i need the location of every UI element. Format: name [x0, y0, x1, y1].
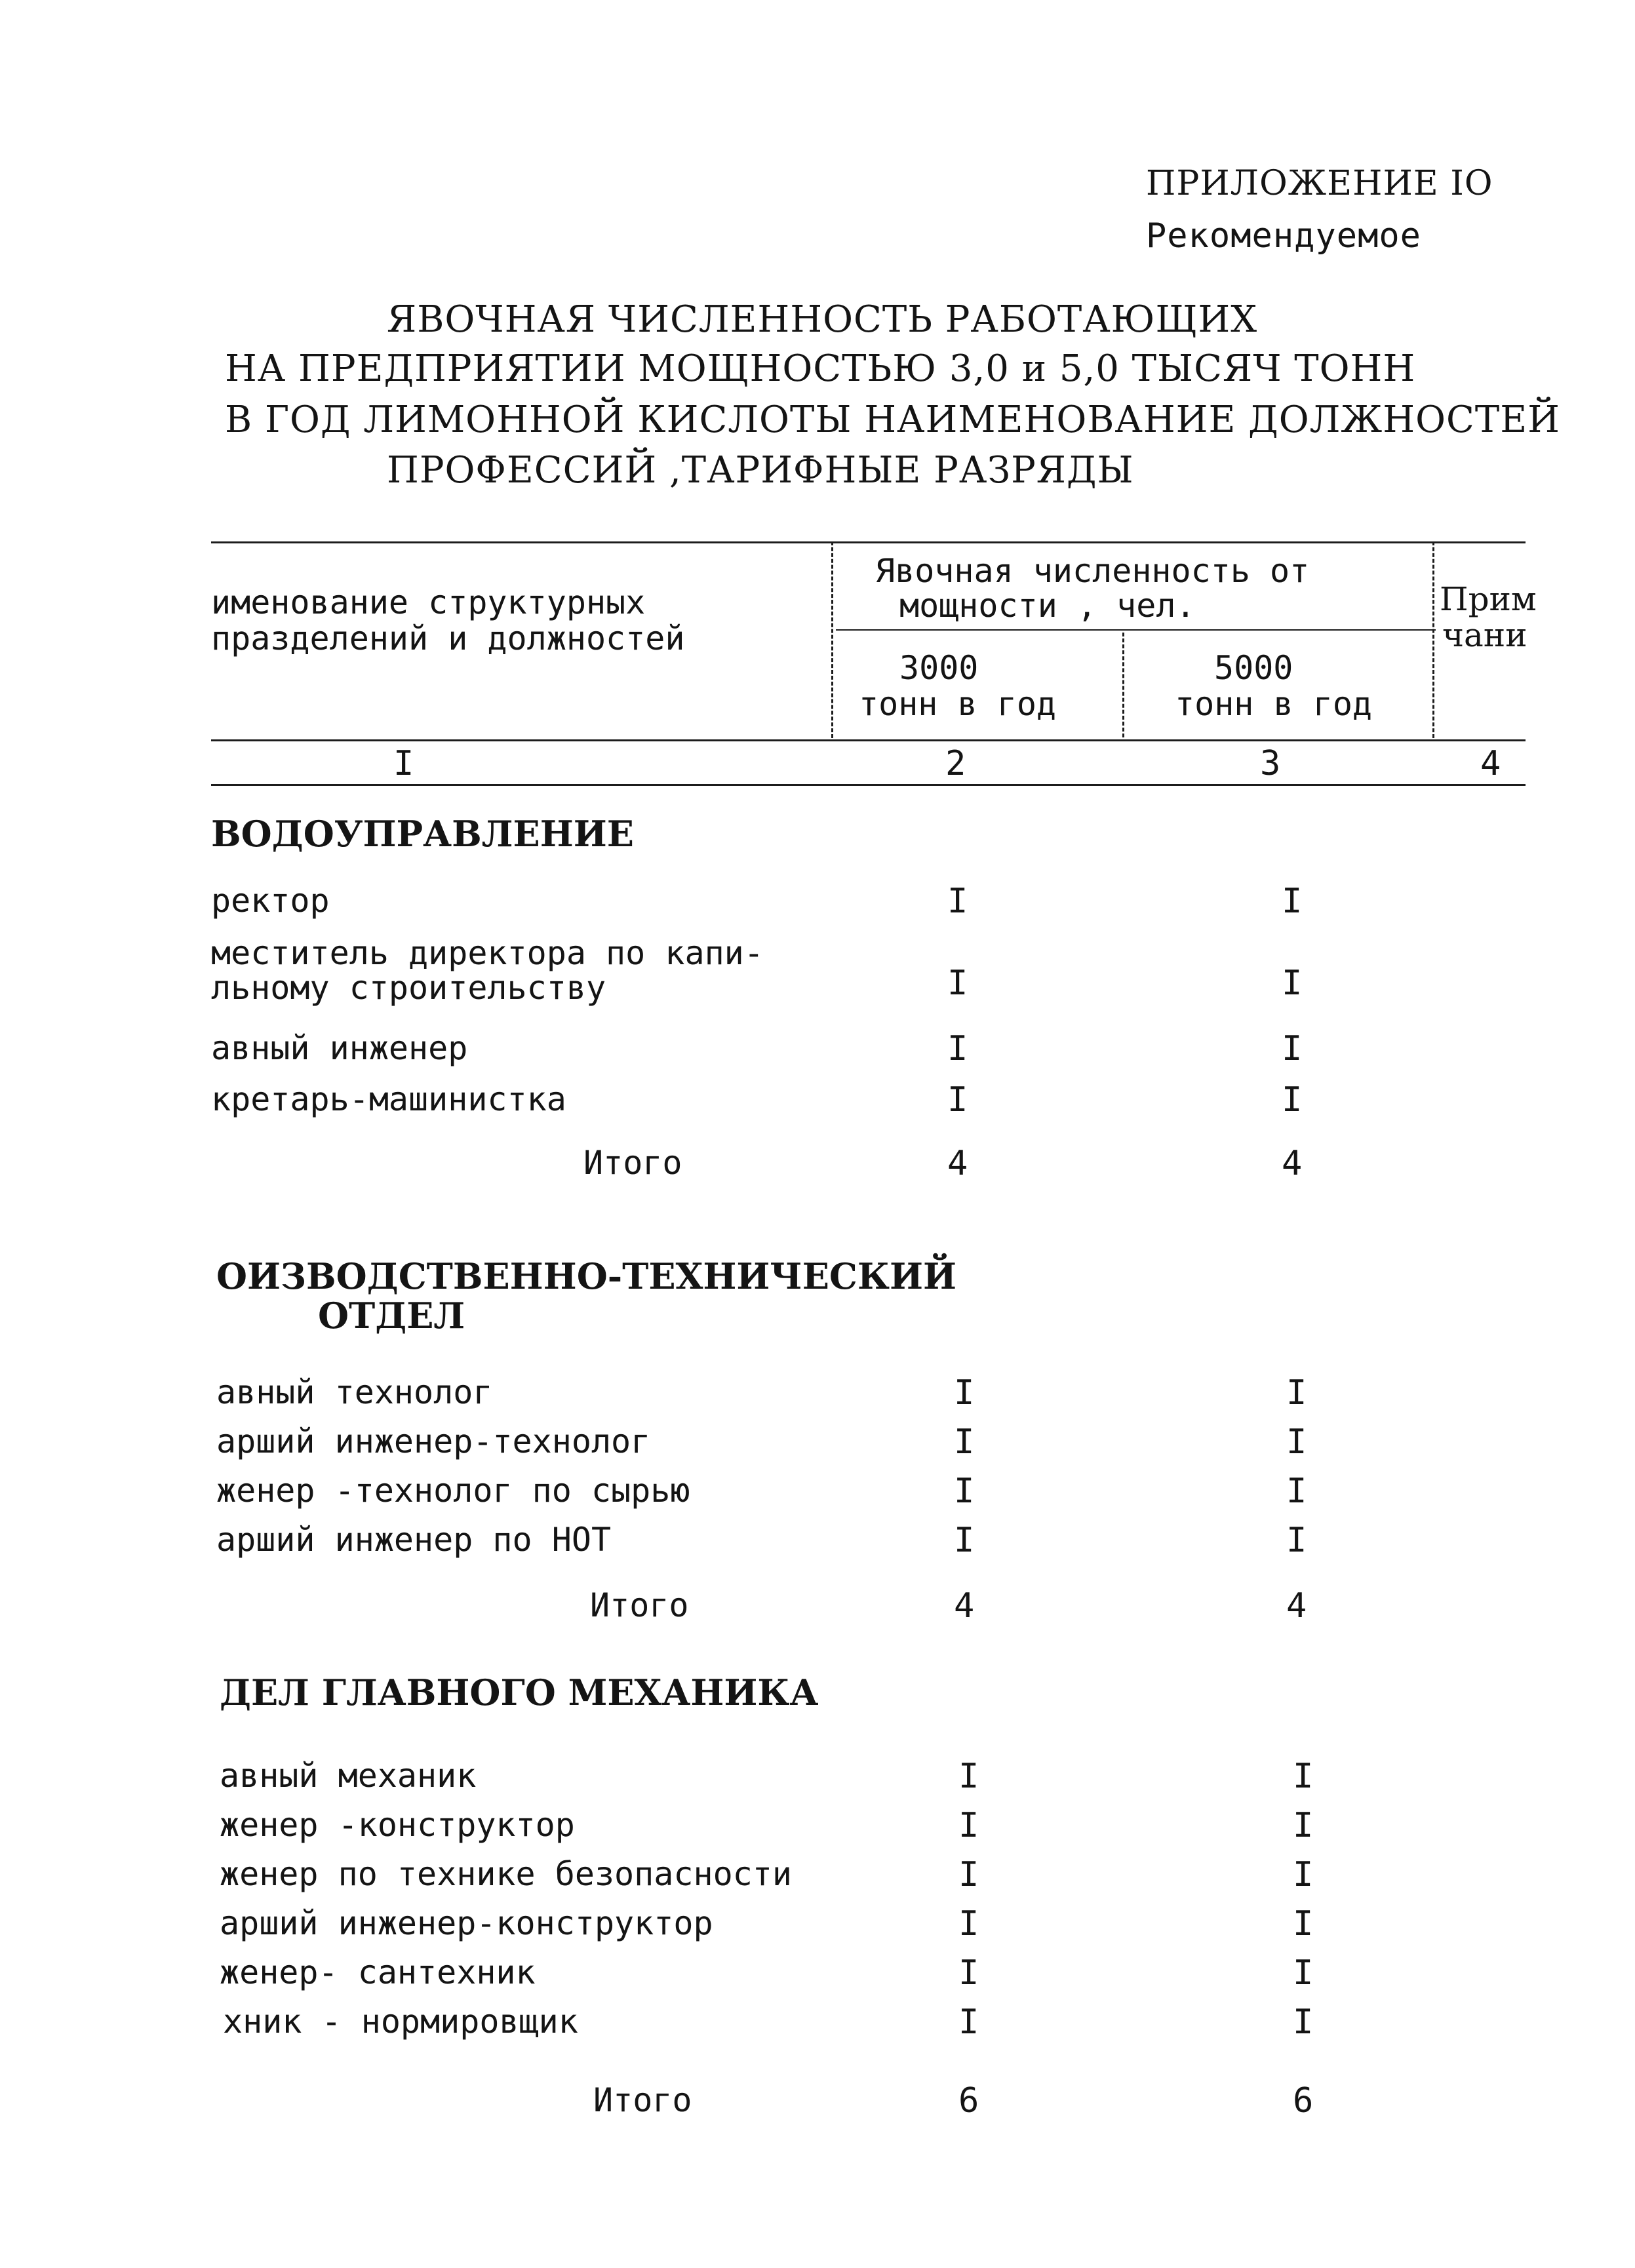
staff-row-name: женер по технике безопасности [220, 1855, 792, 1893]
group-header-line-1: Явочная численность от [875, 552, 1310, 590]
appendix-title: ПРИЛОЖЕНИЕ IO [1146, 164, 1493, 203]
total-3000: 4 [947, 1144, 968, 1183]
total-3000: 6 [958, 2081, 979, 2121]
total-label: Итого [583, 1144, 682, 1182]
table-top-rule [211, 541, 1526, 543]
staff-row-name-cont: льному строительству [211, 969, 606, 1007]
staff-row-name: хник - нормировщик [223, 2003, 578, 2041]
staff-row-5000: I [1293, 1953, 1314, 1993]
staff-row-3000: I [947, 1080, 968, 1120]
heading-line-4: ПРОФЕССИЙ ,ТАРИФНЫЕ РАЗРЯДЫ [387, 449, 1134, 492]
staff-row-name: меститель директора по капи- [211, 934, 764, 972]
section-title: ОИЗВОДСТВЕННО-ТЕХНИЧЕСКИЙ [216, 1255, 957, 1297]
staff-row-name: женер -конструктор [220, 1806, 575, 1844]
staff-row-5000: I [1293, 2003, 1314, 2042]
staff-row-5000: I [1293, 1757, 1314, 1796]
staff-row-5000: I [1286, 1373, 1307, 1413]
column-divider-2 [1122, 633, 1124, 737]
staff-row-3000: I [958, 1757, 979, 1796]
col3-header-line-2: тонн в год [1175, 685, 1373, 723]
staff-row-3000: I [947, 1029, 968, 1068]
column-number-3: 3 [1260, 744, 1281, 783]
staff-row-3000: I [954, 1422, 975, 1462]
staff-row-5000: I [1286, 1472, 1307, 1511]
total-3000: 4 [954, 1586, 975, 1626]
appendix-subtitle: Рекомендуемое [1146, 216, 1421, 256]
staff-row-5000: I [1286, 1422, 1307, 1462]
staff-row-3000: I [954, 1373, 975, 1413]
staff-row-3000: I [958, 2003, 979, 2042]
staff-row-name: женер- сантехник [220, 1953, 536, 1991]
total-5000: 4 [1282, 1144, 1303, 1183]
staff-row-name: авный механик [220, 1757, 477, 1795]
col3-header-line-1: 5000 [1214, 649, 1293, 687]
col2-header-line-2: тонн в год [859, 685, 1057, 723]
staff-row-5000: I [1282, 882, 1303, 921]
staff-row-3000: I [958, 1855, 979, 1894]
staff-row-name: ректор [211, 882, 330, 920]
total-5000: 4 [1286, 1586, 1307, 1626]
staff-row-3000: I [954, 1521, 975, 1560]
staff-row-5000: I [1293, 1904, 1314, 1944]
column-number-2: 2 [945, 744, 966, 783]
staff-row-name: женер -технолог по сырью [216, 1472, 690, 1510]
col1-header-line-1: именование структурных [211, 583, 646, 621]
col4-header-line-1: Прим [1440, 580, 1537, 618]
total-label: Итого [590, 1586, 689, 1624]
group-divider-rule [836, 629, 1436, 631]
heading-line-2: НА ПРЕДПРИЯТИИ МОЩНОСТЬЮ 3,0 и 5,0 ТЫСЯЧ ТОНН [225, 347, 1416, 390]
heading-line-1: ЯВОЧНАЯ ЧИСЛЕННОСТЬ РАБОТАЮЩИХ [387, 298, 1258, 341]
staff-row-5000: I [1282, 964, 1303, 1003]
staff-row-3000: I [947, 964, 968, 1003]
staff-row-3000: I [954, 1472, 975, 1511]
total-label: Итого [593, 2081, 692, 2119]
staff-row-name: кретарь-машинистка [211, 1080, 566, 1118]
staff-row-name: авный инженер [211, 1029, 468, 1067]
staff-row-5000: I [1293, 1806, 1314, 1845]
staff-row-name: арший инженер по НОТ [216, 1521, 612, 1559]
column-number-1: I [393, 744, 414, 783]
staff-row-3000: I [947, 882, 968, 921]
section-title-cont: ОТДЕЛ [318, 1295, 465, 1337]
column-numbers-rule [211, 784, 1526, 786]
staff-row-5000: I [1282, 1029, 1303, 1068]
staff-row-3000: I [958, 1806, 979, 1845]
staff-row-5000: I [1293, 1855, 1314, 1894]
staff-row-5000: I [1282, 1080, 1303, 1120]
staff-row-3000: I [958, 1953, 979, 1993]
staff-row-name: арший инженер-конструктор [220, 1904, 713, 1942]
staff-row-3000: I [958, 1904, 979, 1944]
section-title: ДЕЛ ГЛАВНОГО МЕХАНИКА [220, 1672, 819, 1713]
col1-header-line-2: празделений и должностей [211, 619, 685, 657]
column-divider-1 [831, 541, 833, 738]
col4-header-line-2: чани [1442, 616, 1527, 654]
heading-line-3: В ГОД ЛИМОННОЙ КИСЛОТЫ НАИМЕНОВАНИЕ ДОЛЖНОСТЕЙ [225, 399, 1560, 441]
column-divider-3 [1432, 541, 1434, 738]
group-header-line-2: мощности , чел. [899, 587, 1196, 625]
staff-row-5000: I [1286, 1521, 1307, 1560]
col2-header-line-1: 3000 [899, 649, 979, 687]
staff-row-name: авный технолог [216, 1373, 493, 1411]
section-title: ВОДОУПРАВЛЕНИЕ [211, 813, 634, 855]
header-bottom-rule [211, 739, 1526, 741]
staff-row-name: арший инженер-технолог [216, 1422, 651, 1460]
column-number-4: 4 [1480, 744, 1501, 783]
total-5000: 6 [1293, 2081, 1314, 2121]
